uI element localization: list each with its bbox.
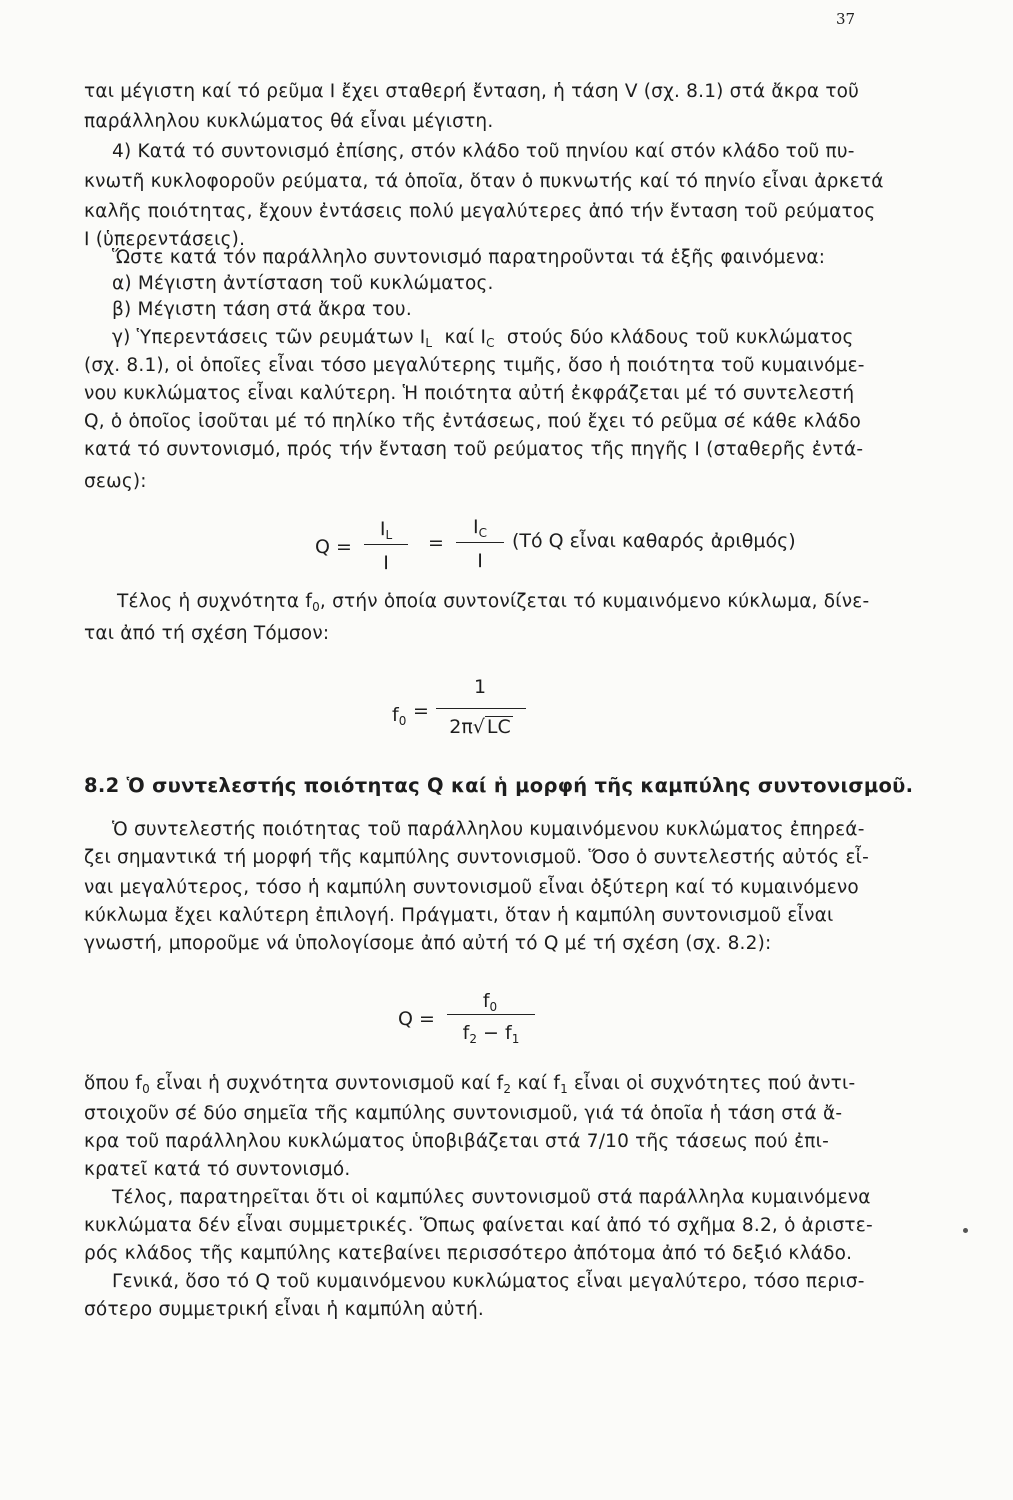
fraction-bar — [447, 1014, 535, 1015]
scan-speck — [963, 1228, 968, 1233]
fraction-bar — [456, 542, 504, 543]
text-line: ὅπου $f_0$ εἶναι ἡ συχνότητα συντονισμοῦ καί $f_2$ καί $f_1$ εἶναι οἱ συχνότητες πού ἀντι- — [84, 1073, 856, 1096]
subscript-L: L — [425, 336, 433, 350]
text-line: ρός κλάδος τῆς καμπύλης κατεβαίνει περισσότερο ἀπότομα ἀπό τό δεξιό κλάδο. — [84, 1243, 853, 1264]
fraction-bar — [364, 544, 408, 545]
eq1-note: (Τό Q εἶναι καθαρός ἀριθμός) — [512, 530, 796, 552]
text-line: (σχ. 8.1), οἱ ὁποῖες εἶναι τόσο μεγαλύτερης τιμῆς, ὅσο ἡ ποιότητα τοῦ κυμαινόμε- — [84, 355, 865, 376]
text-line: κνωτῆ κυκλοφοροῦν ρεύματα, τά ὁποῖα, ὅταν ὁ πυκνωτής καί τό πηνίο εἶναι ἀρκετά — [84, 171, 884, 192]
eq1-num2: $I_C$ — [473, 516, 487, 540]
eq3-num: $f_0$ — [482, 990, 498, 1014]
text-line: σεως): — [84, 471, 147, 492]
eq1-den2: Ι — [477, 550, 483, 572]
text-line: Q, ὁ ὁποῖος ἰσοῦται μέ τό πηλίκο τῆς ἐντάσεως, πού ἔχει τό ρεῦμα σέ κάθε κλάδο — [84, 411, 862, 432]
list-item-c — [112, 326, 854, 355]
text-line: κρατεῖ κατά τό συντονισμό. — [84, 1159, 351, 1180]
text-line: Τέλος ἡ συχνότητα $f_0$, στήν ὁποία συντονίζεται τό κυμαινόμενο κύκλωμα, δίνε- — [117, 591, 870, 614]
text-line: κρα τοῦ παράλληλου κυκλώματος ὑποβιβάζεται στά 7/10 τῆς τάσεως πού ἐπι- — [84, 1131, 829, 1152]
text-line: καλῆς ποιότητας, ἔχουν ἐντάσεις πολύ μεγαλύτερες ἀπό τήν ἔνταση τοῦ ρεύματος — [84, 201, 876, 222]
eq2-num: 1 — [473, 676, 487, 698]
gamma-rest: στούς δύο κλάδους τοῦ κυκλώματος — [506, 327, 854, 348]
text-line: Τέλος, παρατηρεῖται ὅτι οἱ καμπύλες συντονισμοῦ στά παράλληλα κυμαινόμενα — [112, 1187, 871, 1208]
text-line: Ὁ συντελεστής ποιότητας τοῦ παράλληλου κυμαινόμενου κυκλώματος ἐπηρεά- — [112, 819, 865, 840]
eq1-lhs: Q = — [315, 536, 352, 558]
gamma-kai: καί Ι — [444, 327, 487, 348]
text-line: γνωστή, μποροῦμε νά ὑπολογίσομε ἀπό αὐτή τό Q μέ τή σχέση (σχ. 8.2): — [84, 933, 772, 954]
text-line: 4) Κατά τό συντονισμό ἐπίσης, στόν κλάδο τοῦ πηνίου καί στόν κλάδο τοῦ πυ- — [112, 141, 855, 162]
page-number: 37 — [836, 10, 856, 28]
eq2-lhs: $f_0$ — [392, 704, 407, 728]
text-line: κυκλώματα δέν εἶναι συμμετρικές. Ὅπως φαίνεται καί ἀπό τό σχῆμα 8.2, ὁ ἀριστε- — [84, 1215, 873, 1236]
list-item-a: α) Μέγιστη ἀντίσταση τοῦ κυκλώματος. — [112, 273, 494, 294]
text-line: Ὥστε κατά τόν παράλληλο συντονισμό παρατηροῦνται τά ἑξῆς φαινόμενα: — [112, 247, 826, 268]
text-line: κατά τό συντονισμό, πρός τήν ἔνταση τοῦ ρεύματος τῆς πηγῆς Ι (σταθερῆς ἐντά- — [84, 439, 864, 460]
text-line: παράλληλου κυκλώματος θά εἶναι μέγιστη. — [84, 111, 494, 132]
text-line: ναι μεγαλύτερος, τόσο ἡ καμπύλη συντονισμοῦ εἶναι ὀξύτερη καί τό κυμαινόμενο — [84, 877, 859, 898]
text-line: ται μέγιστη καί τό ρεῦμα Ι ἔχει σταθερή ἔνταση, ἡ τάση V (σχ. 8.1) στά ἄκρα τοῦ — [84, 81, 860, 102]
list-item-b: β) Μέγιστη τάση στά ἄκρα του. — [112, 299, 412, 320]
eq2-equals: = — [413, 700, 429, 722]
fraction-bar — [436, 708, 526, 709]
text-line: στοιχοῦν σέ δύο σημεῖα τῆς καμπύλης συντονισμοῦ, γιά τά ὁποῖα ἡ τάση στά ἄ- — [84, 1103, 843, 1124]
text-line: σότερο συμμετρική εἶναι ἡ καμπύλη αὐτή. — [84, 1299, 484, 1320]
gamma-text: γ) Ὑπερεντάσεις τῶν ρευμάτων Ι — [112, 327, 426, 348]
text-line: ζει σημαντικά τή μορφή τῆς καμπύλης συντονισμοῦ. Ὅσο ὁ συντελεστής αὐτός εἶ- — [84, 847, 870, 868]
eq3-den: $f_2 - f_1$ — [462, 1022, 520, 1046]
eq1-num1: $I_L$ — [379, 518, 393, 542]
section-heading: 8.2 Ὁ συντελεστής ποιότητας Q καί ἡ μορφή τῆς καμπύλης συντονισμοῦ. — [84, 774, 914, 797]
eq1-den1: Ι — [383, 552, 389, 574]
eq3-lhs: Q = — [398, 1008, 435, 1030]
text-line: ται ἀπό τή σχέση Τόμσον: — [84, 623, 330, 644]
text-line: Γενικά, ὅσο τό Q τοῦ κυμαινόμενου κυκλώματος εἶναι μεγαλύτερο, τόσο περισ- — [112, 1271, 865, 1292]
text-line: νου κυκλώματος εἶναι καλύτερη. Ἡ ποιότητα αὐτή ἐκφράζεται μέ τό συντελεστή — [84, 383, 855, 404]
text-line: κύκλωμα ἔχει καλύτερη ἐπιλογή. Πράγματι, ὅταν ἡ καμπύλη συντονισμοῦ εἶναι — [84, 905, 834, 926]
eq1-equals: = — [428, 532, 444, 554]
text-line: Ι (ὑπερεντάσεις). — [84, 229, 246, 250]
subscript-C: C — [486, 336, 495, 350]
eq2-den: 2π√ LC — [449, 716, 511, 738]
